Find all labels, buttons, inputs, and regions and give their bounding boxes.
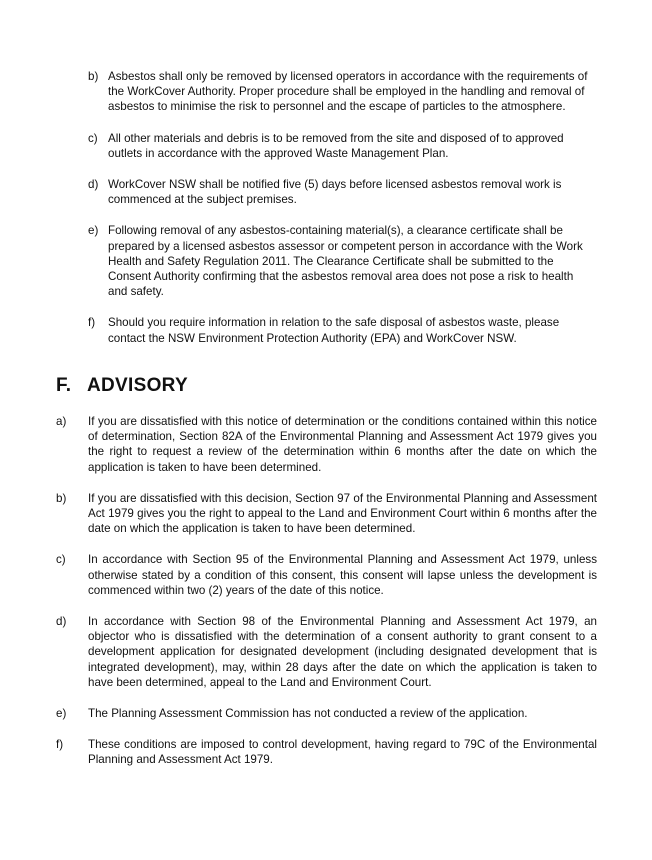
item-text: In accordance with Section 95 of the Environmental Planning and Assessment Act 1979, unless otherwise stated by a condition of this consent, this consent will lapse unless the development is commenced within two (2) years of the date of this notice. — [88, 553, 597, 597]
item-label: c) — [88, 131, 98, 145]
item-label: a) — [56, 415, 67, 428]
list-item — [56, 706, 597, 721]
item-label: e) — [56, 707, 67, 721]
item-label: b) — [56, 491, 67, 505]
advisory-list — [56, 414, 597, 784]
list-item — [88, 315, 588, 345]
item-label: d) — [88, 178, 99, 192]
list-item — [88, 177, 588, 207]
item-text: If you are dissatisfied with this decision, Section 97 of the Environmental Planning and Assessment Act 1979 gives you the right to appeal to the Land and Environment Court within 6 months after the date on which the application is taken to have been determined. — [88, 491, 597, 536]
item-text: Following removal of any asbestos-containing material(s), a clearance certificate shall be prepared by a licensed asbestos assessor or competent person in accordance with the Work Health and Safety Regulation 2011. The Clearance Certificate shall be submitted to the Consent Authority confirming that the asbestos removal area does not pose a risk to health and safety. — [108, 224, 583, 299]
item-text: All other materials and debris is to be removed from the site and disposed of to approved outlets in accordance with the approved Waste Management Plan. — [108, 131, 564, 160]
list-item — [88, 131, 588, 161]
section-number: F. — [56, 375, 72, 396]
list-item — [56, 614, 597, 690]
list-item — [56, 552, 597, 598]
item-text: Asbestos shall only be removed by licensed operators in accordance with the requirements of the WorkCover Authority. Proper procedure shall be employed in the handling and removal of asbestos to minimise the risk to personnel and the escape of particles to the atmosphere. — [108, 70, 588, 114]
item-text: WorkCover NSW shall be notified five (5) days before licensed asbestos removal work is commenced at the subject premises. — [108, 178, 562, 207]
item-text: If you are dissatisfied with this notice of determination or the conditions contained within this notice of determination, Section 82A of the Environmental Planning and Assessment Act 1979 gives you the right to request a review of the determination within 6 months after the date on which the application is taken to have been determined. — [88, 415, 597, 474]
list-item — [88, 223, 588, 299]
list-item — [56, 737, 597, 767]
item-text: These conditions are imposed to control development, having regard to 79C of the Environmental Planning and Assessment Act 1979. — [88, 738, 597, 767]
asbestos-conditions-list — [88, 69, 588, 362]
item-label: d) — [56, 615, 67, 629]
list-item — [56, 491, 597, 537]
item-label: f) — [88, 316, 96, 330]
section-title: ADVISORY — [87, 375, 188, 396]
item-label: c) — [56, 553, 66, 567]
item-label: e) — [88, 224, 99, 238]
item-text: The Planning Assessment Commission has not conducted a review of the application. — [88, 707, 528, 721]
item-label: f) — [56, 738, 64, 752]
item-text: Should you require information in relation to the safe disposal of asbestos waste, please contact the NSW Environment Protection Authority (EPA) and WorkCover NSW. — [108, 316, 560, 345]
section-heading — [56, 375, 188, 397]
item-label: b) — [88, 70, 99, 83]
list-item — [88, 69, 588, 115]
list-item — [56, 414, 597, 475]
item-text: In accordance with Section 98 of the Environmental Planning and Assessment Act 1979, an objector who is dissatisfied with the determination of a consent authority to grant consent to a development application for designated development (including designated development that is integrated development), may, within 28 days after the date on which the application is taken to have been determined, appeal to the Land and Environment Court. — [88, 615, 597, 689]
